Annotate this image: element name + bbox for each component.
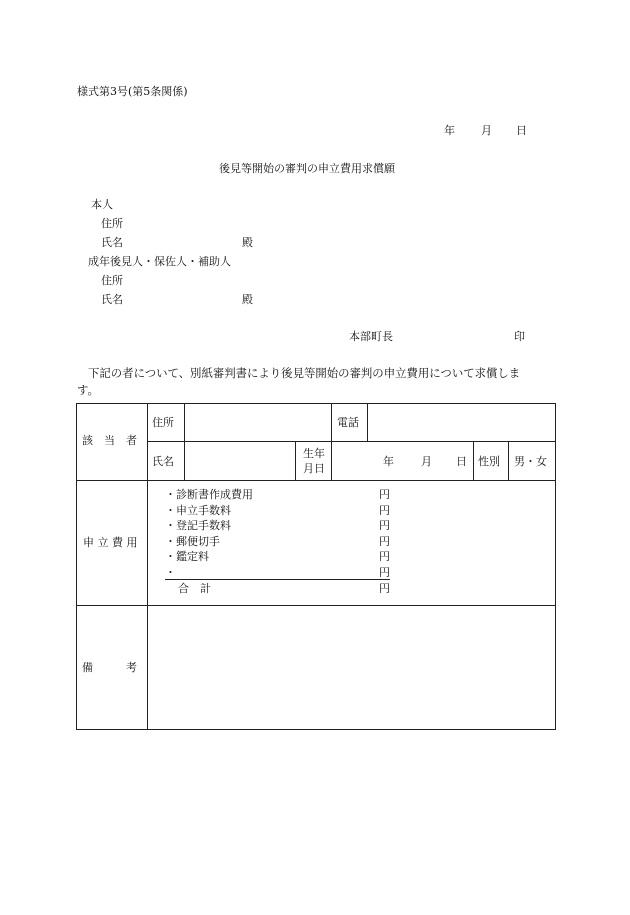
fee-unit: 円 [379, 565, 390, 579]
remarks-label: 備 考 [82, 661, 137, 674]
list-item [165, 505, 405, 519]
fee-unit: 円 [379, 503, 390, 517]
fee-label: 申 立 費 用 [83, 536, 138, 549]
fee-unit: 円 [379, 550, 390, 563]
table-column-divider [508, 441, 509, 481]
table-right-border [555, 403, 556, 730]
fee-unit: 円 [379, 519, 390, 532]
principal-honorific: 殿 [242, 236, 253, 249]
table-column-divider [473, 441, 474, 481]
date-month-label: 月 [481, 124, 492, 137]
gender-label: 性別 [478, 455, 500, 468]
fee-unit: 円 [379, 534, 390, 548]
guardian-address-label: 住所 [101, 274, 123, 287]
birth-label-line-1: 生年 [303, 447, 325, 460]
table-top-border [76, 403, 556, 404]
person-label: 該 当 者 [82, 434, 137, 447]
issuer-seal: 印 [514, 330, 525, 343]
table-column-divider [184, 403, 185, 481]
body-text-line-2: す。 [77, 383, 99, 397]
issuer-name: 本部町長 [349, 330, 393, 343]
table-row-divider [76, 605, 556, 606]
fee-name: ・申立手数料 [165, 503, 231, 517]
fee-name: ・郵便切手 [165, 534, 220, 548]
guardian-label: 成年後見人・保佐人・補助人 [88, 255, 231, 268]
table-label-divider [147, 403, 148, 730]
phone-label: 電話 [337, 416, 359, 429]
fee-name: ・ [165, 565, 176, 579]
table-row-divider [76, 480, 556, 481]
total-unit: 円 [379, 582, 390, 595]
fee-unit: 円 [379, 488, 390, 501]
principal-label: 本人 [91, 198, 113, 211]
table-column-divider [367, 403, 368, 441]
form-number: 様式第3号(第5条関係) [77, 85, 188, 98]
total-underline [165, 579, 390, 580]
table-column-divider [331, 403, 332, 481]
document-title: 後見等開始の審判の申立費用求償願 [219, 162, 395, 175]
body-text-line-1: 下記の者について、別紙審判書により後見等開始の審判の申立費用について求償しま [88, 366, 521, 380]
table-bottom-border [76, 729, 556, 730]
birth-label-line-2: 月日 [303, 462, 325, 475]
fee-list [165, 489, 405, 599]
fee-name: ・登記手数料 [165, 519, 231, 532]
principal-name-label: 氏名 [101, 236, 123, 249]
guardian-name-label: 氏名 [101, 293, 123, 306]
list-item [165, 489, 405, 503]
table-column-divider [295, 441, 296, 481]
date-year-label: 年 [444, 124, 455, 137]
address-label: 住所 [152, 416, 174, 429]
table-row-divider [147, 441, 556, 442]
list-item [165, 520, 405, 534]
principal-address-label: 住所 [101, 217, 123, 230]
birth-year-label: 年 [383, 455, 394, 468]
total-row [165, 583, 405, 597]
fee-name: ・診断書作成費用 [165, 488, 253, 501]
gender-options: 男・女 [514, 455, 547, 468]
fee-name: ・鑑定料 [165, 550, 209, 563]
birth-month-label: 月 [421, 455, 432, 468]
birth-day-label: 日 [456, 455, 467, 468]
list-item [165, 551, 405, 565]
date-day-label: 日 [516, 124, 527, 137]
table-left-border [76, 403, 77, 730]
total-label: 合 計 [178, 582, 211, 595]
list-item [165, 536, 405, 550]
name-label: 氏名 [152, 455, 174, 468]
guardian-honorific: 殿 [242, 293, 253, 306]
